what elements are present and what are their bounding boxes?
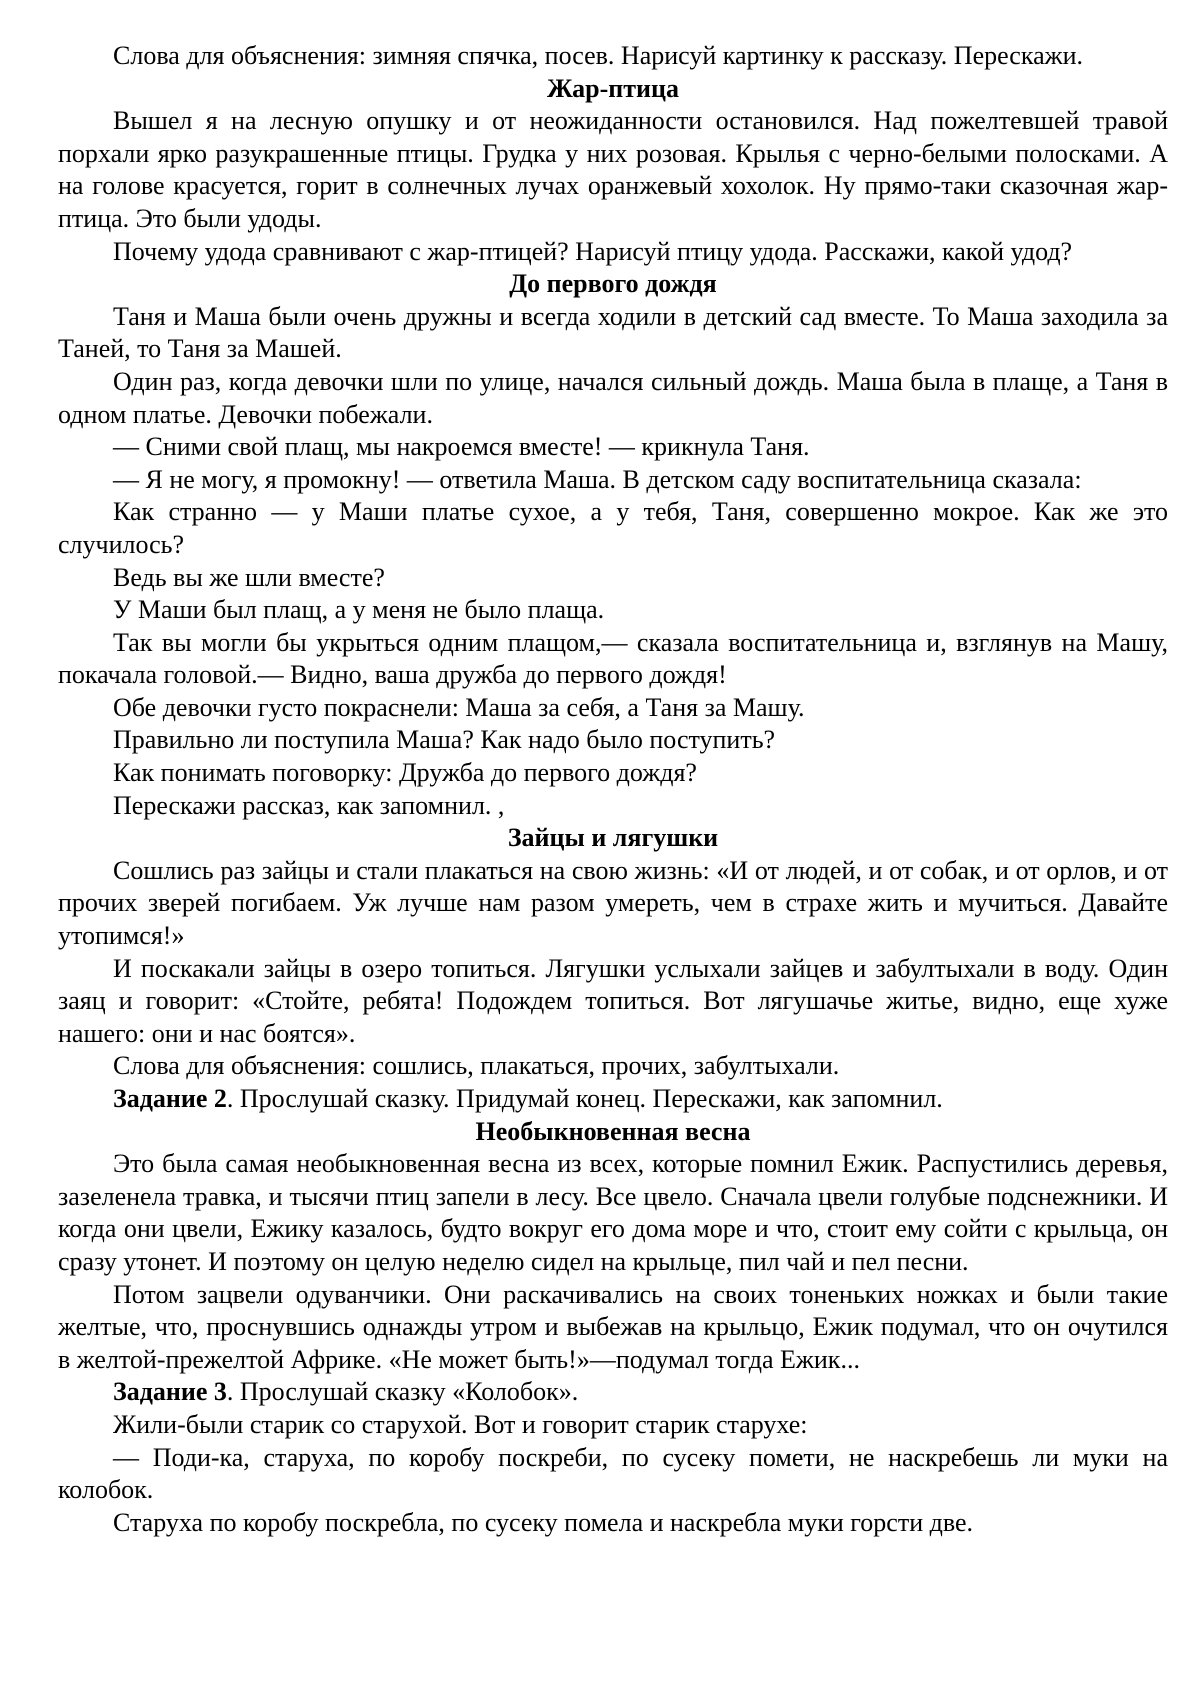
- story-title-do-pervogo-dozhdya: До первого дождя: [509, 269, 717, 299]
- story1-paragraph: Вышел я на лесную опушку и от неожиданности остановился. Над пожелтевшей травой порхали ярко разукрашенные птицы. Грудка у них розовая. Крылья с черно-белыми полосками. А на голове красуется, горит в солнечных лучах оранжевый хохолок. Ну прямо-таки сказочная жар-птица. Это были удоды.: [58, 106, 1168, 233]
- document-page: [58, 40, 1168, 1539]
- story3-paragraph: Сошлись раз зайцы и стали плакаться на свою жизнь: «И от людей, и от собак, и от орлов, и от прочих зверей погибаем. Уж лучше нам разом умереть, чем в страхе жить и мучиться. Давайте утопимся!»: [58, 855, 1168, 951]
- task-2-text: . Прослушай сказку. Придумай конец. Перескажи, как запомнил.: [226, 1084, 943, 1113]
- story-title-zhar-ptitsa: Жар-птица: [547, 73, 679, 103]
- story2-dialogue: — Я не могу, я промокну! — ответила Маша. В детском саду воспитательница сказала:: [113, 464, 1082, 494]
- story5-dialogue: — Поди-ка, старуха, по коробу поскреби, по сусеку помети, не наскребешь ли муки на колобок.: [58, 1442, 1168, 1505]
- story2-dialogue: — Сними свой плащ, мы накроемся вместе! — крикнула Таня.: [113, 432, 810, 462]
- story3-paragraph: И поскакали зайцы в озеро топиться. Лягушки услыхали зайцев и забултыхали в воду. Один заяц и говорит: «Стойте, ребята! Подождем топиться. Вот лягушачье житье, видно, еще хуже нашего: они и нас боятся».: [58, 953, 1168, 1048]
- story3-vocabulary: Слова для объяснения: сошлись, плакаться, прочих, забултыхали.: [113, 1051, 840, 1081]
- story4-paragraph: Это была самая необыкновенная весна из всех, которые помнил Ежик. Распустились деревья, зазеленела травка, и тысячи птиц запели в лесу. Все цвело. Сначала цвели голубые подснежники. И когда они цвели, Ежику казалось, будто вокруг его дома море и что, стоит ему сойти с крыльца, он сразу утонет. И поэтому он целую неделю сидел на крыльце, пил чай и пел песни.: [58, 1149, 1168, 1276]
- task-2: [58, 1083, 1168, 1116]
- story4-paragraph: Потом зацвели одуванчики. Они раскачивались на своих тоненьких ножках и были такие желтые, что, проснувшись однажды утром и выбежав на крыльцо, Ежик подумал, что он очутился в желтой-прежелтой Африке. «Не может быть!»—подумал тогда Ежик...: [58, 1279, 1168, 1374]
- intro-paragraph: Слова для объяснения: зимняя спячка, посев. Нарисуй картинку к рассказу. Перескажи.: [113, 41, 1083, 70]
- story2-paragraph: У Маши был плащ, а у меня не было плаща.: [113, 595, 605, 625]
- story2-paragraph: Ведь вы же шли вместе?: [113, 562, 385, 592]
- story2-question: Как понимать поговорку: Дружба до первого дождя?: [113, 758, 697, 788]
- story2-paragraph: Так вы могли бы укрыться одним плащом,— сказала воспитательница и, взглянув на Машу, покачала головой.— Видно, ваша дружба до первого дождя!: [58, 627, 1168, 690]
- story5-paragraph: Старуха по коробу поскребла, по сусеку помела и наскребла муки горсти две.: [113, 1507, 974, 1537]
- story2-question: Правильно ли поступила Маша? Как надо было поступить?: [113, 725, 776, 755]
- story5-paragraph: Жили-были старик со старухой. Вот и говорит старик старухе:: [113, 1409, 808, 1439]
- story2-paragraph: Один раз, когда девочки шли по улице, начался сильный дождь. Маша была в плаще, а Таня в одном платье. Девочки побежали.: [58, 366, 1168, 429]
- story2-instruction: Перескажи рассказ, как запомнил. ,: [113, 790, 505, 820]
- story2-paragraph: Обе девочки густо покраснели: Маша за себя, а Таня за Машу.: [113, 692, 805, 722]
- story2-paragraph: Как странно — у Маши платье сухое, а у тебя, Таня, совершенно мокрое. Как же это случилось?: [58, 497, 1168, 559]
- task-3: [58, 1376, 1168, 1409]
- story1-question: Почему удода сравнивают с жар-птицей? Нарисуй птицу удода. Расскажи, какой удод?: [113, 236, 1073, 266]
- story2-paragraph: Таня и Маша были очень дружны и всегда ходили в детский сад вместе. То Маша заходила за Таней, то Таня за Машей.: [58, 301, 1168, 364]
- story-title-neobyknovennaya-vesna: Необыкновенная весна: [475, 1116, 751, 1146]
- story-title-zaitsy-i-lyagushki: Зайцы и лягушки: [507, 823, 719, 853]
- task-3-label: Задание 3: [113, 1377, 227, 1407]
- task-2-label: Задание 2: [113, 1084, 227, 1113]
- task-3-text: . Прослушай сказку «Колобок».: [226, 1377, 579, 1407]
